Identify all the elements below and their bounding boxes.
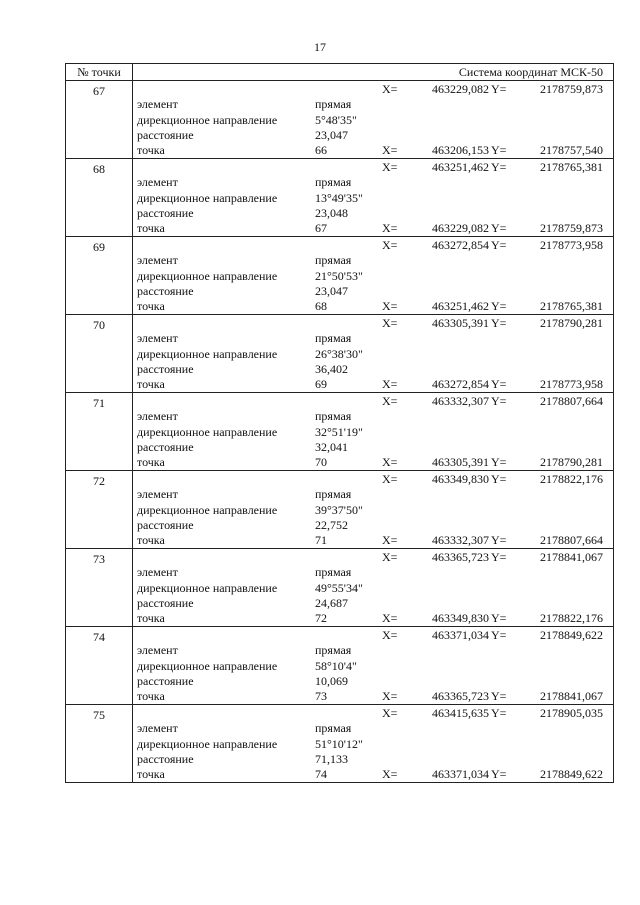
distance-label: расстояние xyxy=(137,128,194,142)
point-details xyxy=(133,393,614,471)
y-label: Y= xyxy=(491,238,507,252)
prev-x-value: 463365,723 xyxy=(432,689,489,703)
direction-value: 13°49'35" xyxy=(315,191,363,205)
y-value: 2178822,176 xyxy=(540,472,603,486)
point-details xyxy=(133,237,614,315)
direction-label: дирекционное направление xyxy=(137,659,278,673)
prev-point-value: 68 xyxy=(315,299,327,313)
direction-value: 5°48'35" xyxy=(315,113,357,127)
distance-label: расстояние xyxy=(137,674,194,688)
prev-y-label: Y= xyxy=(491,455,507,469)
element-label: элемент xyxy=(137,565,178,579)
prev-point-value: 66 xyxy=(315,143,327,157)
prev-x-value: 463272,854 xyxy=(432,377,489,391)
prev-point-label: точка xyxy=(137,377,165,391)
x-value: 463365,723 xyxy=(432,550,489,564)
prev-y-label: Y= xyxy=(491,299,507,313)
prev-x-label: X= xyxy=(382,533,398,547)
point-number: 73 xyxy=(66,549,133,627)
prev-x-label: X= xyxy=(382,611,398,625)
prev-y-value: 2178841,067 xyxy=(540,689,603,703)
direction-label: дирекционное направление xyxy=(137,425,278,439)
prev-point-value: 69 xyxy=(315,377,327,391)
y-value: 2178849,622 xyxy=(540,628,603,642)
y-label: Y= xyxy=(491,472,507,486)
distance-value: 24,687 xyxy=(315,596,348,610)
distance-label: расстояние xyxy=(137,518,194,532)
y-label: Y= xyxy=(491,706,507,720)
prev-point-value: 71 xyxy=(315,533,327,547)
x-label: X= xyxy=(382,628,398,642)
prev-point-label: точка xyxy=(137,221,165,235)
distance-value: 71,133 xyxy=(315,752,348,766)
y-value: 2178773,958 xyxy=(540,238,603,252)
prev-y-label: Y= xyxy=(491,377,507,391)
prev-point-label: точка xyxy=(137,533,165,547)
y-value: 2178905,035 xyxy=(540,706,603,720)
element-label: элемент xyxy=(137,331,178,345)
distance-label: расстояние xyxy=(137,440,194,454)
element-label: элемент xyxy=(137,175,178,189)
element-label: элемент xyxy=(137,409,178,423)
prev-x-value: 463371,034 xyxy=(432,767,489,781)
point-details xyxy=(133,159,614,237)
prev-x-label: X= xyxy=(382,377,398,391)
x-value: 463371,034 xyxy=(432,628,489,642)
prev-point-label: точка xyxy=(137,143,165,157)
table-row xyxy=(66,471,614,549)
prev-y-value: 2178822,176 xyxy=(540,611,603,625)
element-label: элемент xyxy=(137,97,178,111)
x-label: X= xyxy=(382,472,398,486)
y-label: Y= xyxy=(491,82,507,96)
y-label: Y= xyxy=(491,628,507,642)
point-number: 70 xyxy=(66,315,133,393)
element-label: элемент xyxy=(137,643,178,657)
table-row xyxy=(66,159,614,237)
point-details xyxy=(133,81,614,159)
prev-x-label: X= xyxy=(382,767,398,781)
x-label: X= xyxy=(382,82,398,96)
table-row xyxy=(66,705,614,783)
distance-value: 23,048 xyxy=(315,206,348,220)
y-label: Y= xyxy=(491,160,507,174)
x-value: 463332,307 xyxy=(432,394,489,408)
prev-x-value: 463251,462 xyxy=(432,299,489,313)
page-number: 17 xyxy=(314,40,326,54)
x-label: X= xyxy=(382,316,398,330)
prev-x-value: 463229,082 xyxy=(432,221,489,235)
direction-label: дирекционное направление xyxy=(137,737,278,751)
prev-point-value: 70 xyxy=(315,455,327,469)
direction-label: дирекционное направление xyxy=(137,503,278,517)
element-value: прямая xyxy=(315,643,352,657)
direction-value: 32°51'19" xyxy=(315,425,363,439)
y-value: 2178841,067 xyxy=(540,550,603,564)
distance-value: 23,047 xyxy=(315,284,348,298)
distance-value: 10,069 xyxy=(315,674,348,688)
direction-value: 39°37'50" xyxy=(315,503,363,517)
prev-x-value: 463305,391 xyxy=(432,455,489,469)
x-label: X= xyxy=(382,550,398,564)
x-label: X= xyxy=(382,706,398,720)
distance-value: 36,402 xyxy=(315,362,348,376)
element-value: прямая xyxy=(315,253,352,267)
y-value: 2178765,381 xyxy=(540,160,603,174)
table-row xyxy=(66,549,614,627)
prev-point-label: точка xyxy=(137,299,165,313)
point-number: 75 xyxy=(66,705,133,783)
element-value: прямая xyxy=(315,409,352,423)
direction-label: дирекционное направление xyxy=(137,269,278,283)
distance-value: 22,752 xyxy=(315,518,348,532)
x-label: X= xyxy=(382,160,398,174)
y-value: 2178790,281 xyxy=(540,316,603,330)
y-label: Y= xyxy=(491,316,507,330)
x-value: 463272,854 xyxy=(432,238,489,252)
direction-value: 26°38'30" xyxy=(315,347,363,361)
direction-label: дирекционное направление xyxy=(137,113,278,127)
element-label: элемент xyxy=(137,487,178,501)
prev-x-label: X= xyxy=(382,221,398,235)
point-details xyxy=(133,315,614,393)
point-number: 67 xyxy=(66,81,133,159)
y-label: Y= xyxy=(491,550,507,564)
prev-x-value: 463206,153 xyxy=(432,143,489,157)
point-details xyxy=(133,471,614,549)
distance-label: расстояние xyxy=(137,752,194,766)
element-value: прямая xyxy=(315,565,352,579)
y-label: Y= xyxy=(491,394,507,408)
prev-y-value: 2178765,381 xyxy=(540,299,603,313)
prev-x-label: X= xyxy=(382,143,398,157)
prev-point-value: 73 xyxy=(315,689,327,703)
table-header-row xyxy=(66,64,614,81)
coordinate-system-header: Система координат МСК-50 xyxy=(133,64,614,81)
prev-y-value: 2178790,281 xyxy=(540,455,603,469)
prev-y-label: Y= xyxy=(491,143,507,157)
y-value: 2178759,873 xyxy=(540,82,603,96)
prev-point-label: точка xyxy=(137,689,165,703)
x-value: 463251,462 xyxy=(432,160,489,174)
x-value: 463415,635 xyxy=(432,706,489,720)
prev-point-value: 67 xyxy=(315,221,327,235)
direction-value: 58°10'4" xyxy=(315,659,357,673)
table-row xyxy=(66,237,614,315)
prev-point-label: точка xyxy=(137,455,165,469)
direction-label: дирекционное направление xyxy=(137,347,278,361)
x-label: X= xyxy=(382,394,398,408)
element-value: прямая xyxy=(315,331,352,345)
direction-value: 49°55'34" xyxy=(315,581,363,595)
element-value: прямая xyxy=(315,97,352,111)
point-number: 72 xyxy=(66,471,133,549)
prev-x-value: 463349,830 xyxy=(432,611,489,625)
distance-value: 23,047 xyxy=(315,128,348,142)
x-value: 463349,830 xyxy=(432,472,489,486)
direction-label: дирекционное направление xyxy=(137,581,278,595)
prev-y-value: 2178773,958 xyxy=(540,377,603,391)
table-row xyxy=(66,315,614,393)
prev-y-value: 2178759,873 xyxy=(540,221,603,235)
prev-y-label: Y= xyxy=(491,611,507,625)
prev-point-label: точка xyxy=(137,611,165,625)
point-number: 74 xyxy=(66,627,133,705)
prev-y-label: Y= xyxy=(491,689,507,703)
point-details xyxy=(133,705,614,783)
distance-value: 32,041 xyxy=(315,440,348,454)
prev-y-value: 2178807,664 xyxy=(540,533,603,547)
prev-y-label: Y= xyxy=(491,533,507,547)
point-details xyxy=(133,549,614,627)
distance-label: расстояние xyxy=(137,284,194,298)
prev-x-label: X= xyxy=(382,689,398,703)
prev-x-value: 463332,307 xyxy=(432,533,489,547)
direction-label: дирекционное направление xyxy=(137,191,278,205)
x-value: 463305,391 xyxy=(432,316,489,330)
distance-label: расстояние xyxy=(137,206,194,220)
table-row xyxy=(66,81,614,159)
y-value: 2178807,664 xyxy=(540,394,603,408)
prev-x-label: X= xyxy=(382,455,398,469)
element-value: прямая xyxy=(315,721,352,735)
prev-y-label: Y= xyxy=(491,221,507,235)
prev-y-value: 2178849,622 xyxy=(540,767,603,781)
point-number-header: № точки xyxy=(66,64,133,81)
element-value: прямая xyxy=(315,487,352,501)
element-label: элемент xyxy=(137,253,178,267)
prev-point-value: 74 xyxy=(315,767,327,781)
direction-value: 21°50'53" xyxy=(315,269,363,283)
point-number: 68 xyxy=(66,159,133,237)
point-number: 71 xyxy=(66,393,133,471)
point-details xyxy=(133,627,614,705)
prev-point-label: точка xyxy=(137,767,165,781)
table-row xyxy=(66,393,614,471)
x-label: X= xyxy=(382,238,398,252)
table-row xyxy=(66,627,614,705)
element-value: прямая xyxy=(315,175,352,189)
prev-y-value: 2178757,540 xyxy=(540,143,603,157)
prev-x-label: X= xyxy=(382,299,398,313)
element-label: элемент xyxy=(137,721,178,735)
point-number: 69 xyxy=(66,237,133,315)
prev-y-label: Y= xyxy=(491,767,507,781)
distance-label: расстояние xyxy=(137,362,194,376)
distance-label: расстояние xyxy=(137,596,194,610)
coordinates-table xyxy=(65,63,614,783)
x-value: 463229,082 xyxy=(432,82,489,96)
direction-value: 51°10'12" xyxy=(315,737,363,751)
prev-point-value: 72 xyxy=(315,611,327,625)
